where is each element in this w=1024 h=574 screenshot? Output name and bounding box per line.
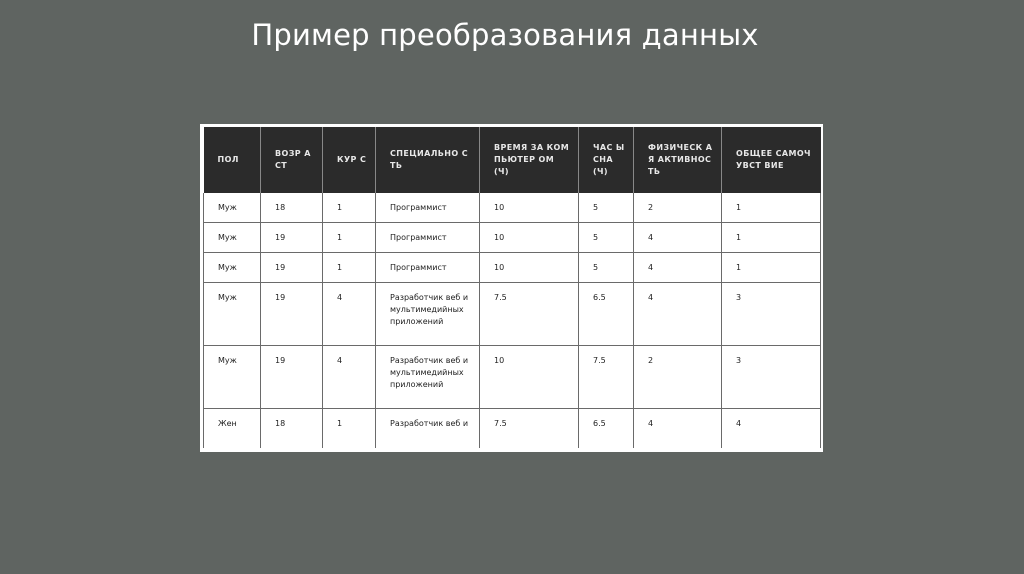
table-cell: 19 [261, 253, 323, 283]
slide-title: Пример преобразования данных [251, 18, 759, 52]
table-cell: 4 [634, 283, 722, 346]
data-table-frame [200, 124, 823, 452]
header-cell-age: ВОЗР АСТ [261, 127, 323, 193]
table-cell: 5 [579, 193, 634, 223]
header-cell-specialty: СПЕЦИАЛЬНО СТЬ [376, 127, 480, 193]
table-cell: 10 [480, 223, 579, 253]
table-cell: Муж [204, 193, 261, 223]
table-cell: 1 [323, 253, 376, 283]
header-cell-course: КУР С [323, 127, 376, 193]
table-cell: 1 [722, 193, 821, 223]
table-row [204, 283, 821, 346]
table-cell: 10 [480, 346, 579, 409]
table-cell: Программист [376, 253, 480, 283]
header-cell-sleep-hours: ЧАС Ы СНА (Ч) [579, 127, 634, 193]
table-cell: 1 [722, 223, 821, 253]
table-cell: 3 [722, 346, 821, 409]
header-cell-sex: ПОЛ [204, 127, 261, 193]
table-header-row [204, 127, 821, 193]
table-cell: Муж [204, 283, 261, 346]
table-cell: Муж [204, 346, 261, 409]
table-cell: 1 [722, 253, 821, 283]
table-cell: 19 [261, 283, 323, 346]
table-cell: Программист [376, 193, 480, 223]
table-cell: 6.5 [579, 283, 634, 346]
table-cell: 4 [634, 223, 722, 253]
table-cell: Муж [204, 253, 261, 283]
table-cell: 7.5 [480, 283, 579, 346]
table-row [204, 409, 821, 449]
table-cell: 10 [480, 193, 579, 223]
table-cell: Разработчик веб и мультимедийных приложений [376, 346, 480, 409]
table-cell: 4 [323, 346, 376, 409]
table-row [204, 346, 821, 409]
table-row [204, 223, 821, 253]
table-cell: 4 [634, 409, 722, 449]
table-cell: 5 [579, 223, 634, 253]
table-cell: Жен [204, 409, 261, 449]
header-cell-computer-time: ВРЕМЯ ЗА КОМПЬЮТЕР ОМ (Ч) [480, 127, 579, 193]
table-row [204, 193, 821, 223]
table-cell: 3 [722, 283, 821, 346]
table-cell: 5 [579, 253, 634, 283]
table-cell: 1 [323, 193, 376, 223]
table-cell: 18 [261, 409, 323, 449]
table-row [204, 253, 821, 283]
table-cell: Программист [376, 223, 480, 253]
table-cell: 6.5 [579, 409, 634, 449]
table-cell: Разработчик веб и [376, 409, 480, 449]
table-cell: 2 [634, 346, 722, 409]
table-cell: Разработчик веб и мультимедийных приложений [376, 283, 480, 346]
header-cell-physical-activity: ФИЗИЧЕСК АЯ АКТИВНОС ТЬ [634, 127, 722, 193]
table-cell: 2 [634, 193, 722, 223]
table-cell: 10 [480, 253, 579, 283]
table-cell: 1 [323, 409, 376, 449]
table-cell: 7.5 [579, 346, 634, 409]
table-cell: Муж [204, 223, 261, 253]
table-cell: 4 [634, 253, 722, 283]
table-cell: 7.5 [480, 409, 579, 449]
table-cell: 4 [323, 283, 376, 346]
table-cell: 19 [261, 346, 323, 409]
data-table [203, 127, 821, 448]
table-cell: 18 [261, 193, 323, 223]
table-cell: 1 [323, 223, 376, 253]
table-cell: 4 [722, 409, 821, 449]
header-cell-wellbeing: ОБЩЕЕ САМОЧУВСТ ВИЕ [722, 127, 821, 193]
table-cell: 19 [261, 223, 323, 253]
